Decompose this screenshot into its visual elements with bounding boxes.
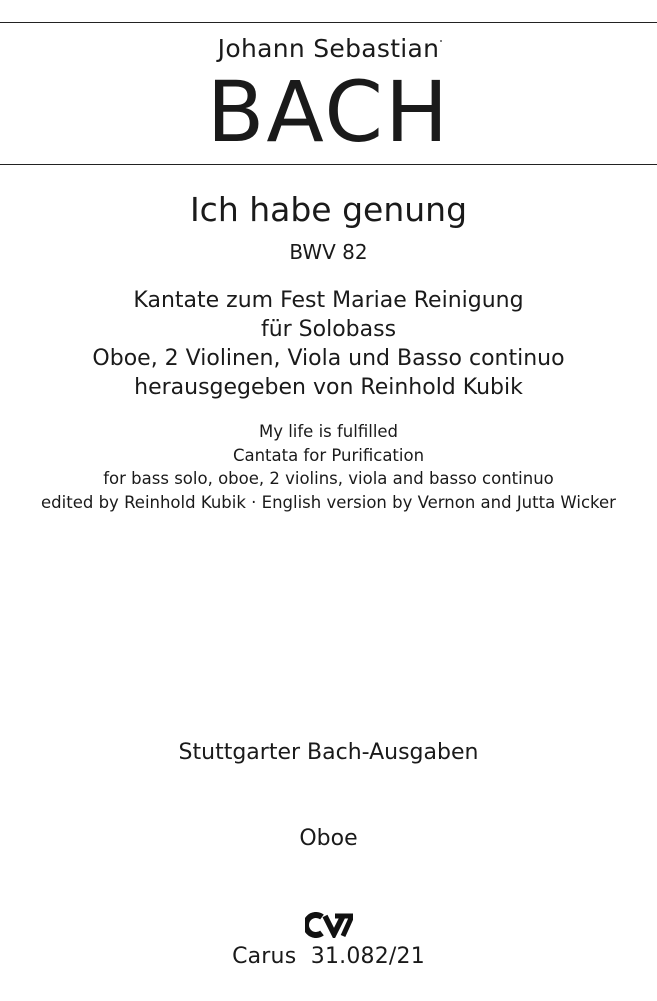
bwv-number: BWV 82 <box>289 240 368 264</box>
english-description <box>0 420 657 514</box>
composer-first-names: Johann Sebastian <box>217 34 440 63</box>
english-line-editor: edited by Reinhold Kubik · English version by Vernon and Jutta Wicker <box>41 492 616 512</box>
german-description <box>0 286 657 402</box>
german-line-editor: herausgegeben von Reinhold Kubik <box>134 375 523 400</box>
composer-last-name: BACH <box>206 63 451 161</box>
german-line-voice: für Solobass <box>260 317 397 342</box>
top-rule <box>0 22 657 23</box>
german-line-occasion: Kantate zum Fest Mariae Reinigung <box>133 288 524 313</box>
english-line-instruments: for bass solo, oboe, 2 violins, viola and basso continuo <box>103 469 554 488</box>
work-title: Ich habe genung <box>189 190 468 229</box>
carus-logo-icon <box>305 912 353 938</box>
english-line-title: My life is fulfilled <box>258 422 399 441</box>
german-line-instruments: Oboe, 2 Violinen, Viola und Basso continuo <box>92 346 565 371</box>
series-name: Stuttgarter Bach-Ausgaben <box>178 740 479 765</box>
catalog-number: Carus 31.082/21 <box>232 944 425 969</box>
english-line-occasion: Cantata for Purification <box>232 445 425 465</box>
title-rule <box>0 164 657 165</box>
part-name: Oboe <box>299 826 358 851</box>
